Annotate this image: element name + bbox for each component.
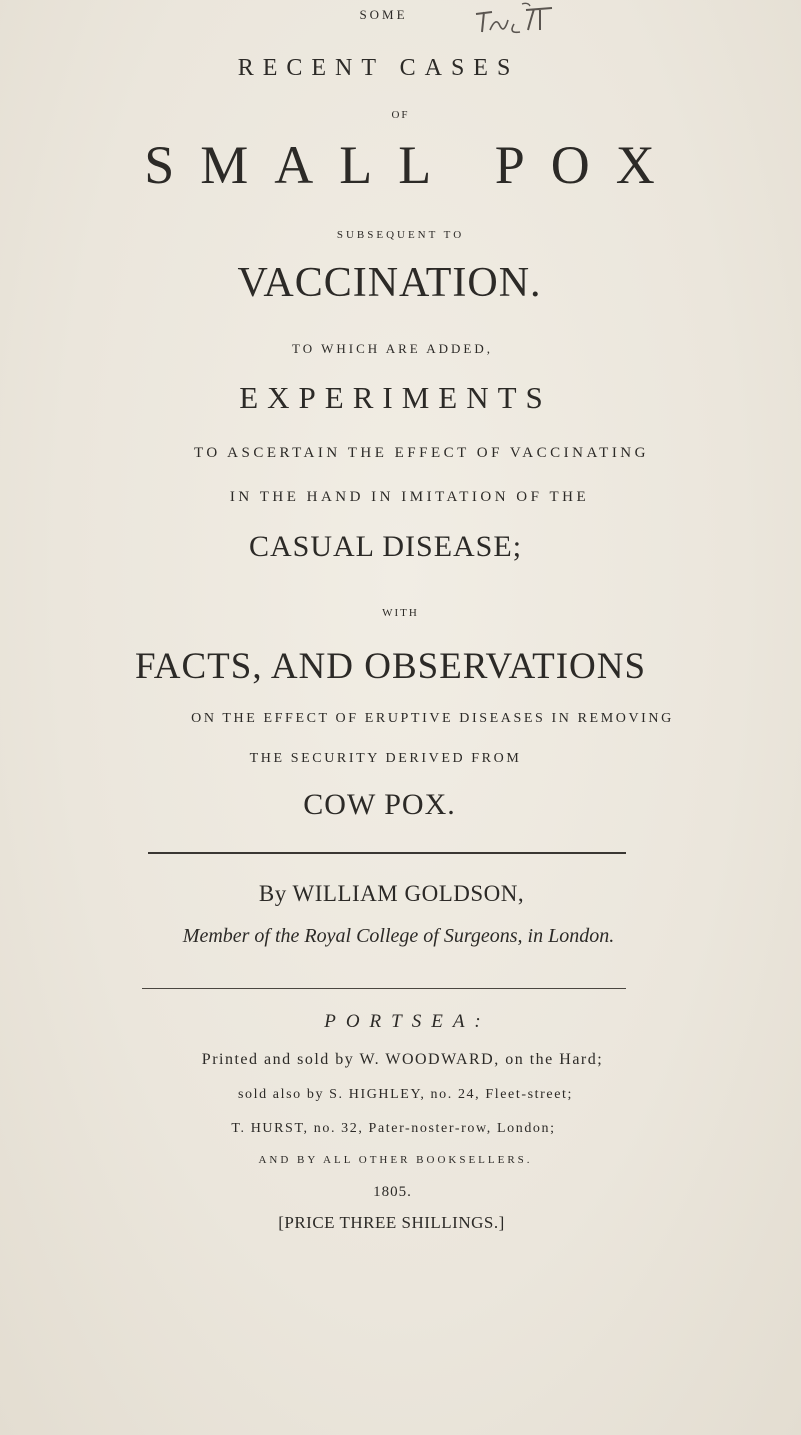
member-line: Member of the Royal College of Surgeons, in London. <box>182 925 615 947</box>
casual-disease-title: CASUAL DISEASE; <box>248 530 523 563</box>
printed-by-line: Printed and sold by W. WOODWARD, on the Hard; <box>201 1051 604 1068</box>
eruptive-diseases-line: ON THE EFFECT OF ERUPTIVE DISEASES IN REMOVING <box>191 711 674 726</box>
facts-observations-text: FACTS, AND OBSERVATIONS <box>134 646 647 687</box>
experiments-title: EXPERIMENTS <box>239 380 552 415</box>
small-pox-title: SMALL POX <box>144 135 681 195</box>
place-line: PORTSEA: <box>324 1011 491 1032</box>
some-line: SOME <box>359 7 408 22</box>
cow-pox-title: COW POX. <box>303 788 456 821</box>
security-derived-line: THE SECURITY DERIVED FROM <box>249 751 522 766</box>
hurst-line: T. HURST, no. 32, Pater-noster-row, London; <box>231 1121 556 1136</box>
booksellers-line: AND BY ALL OTHER BOOKSELLERS. <box>258 1154 533 1166</box>
subsequent-to-line: SUBSEQUENT TO <box>336 229 465 241</box>
recent-cases-line: RECENT CASES <box>237 55 520 81</box>
to-which-added-line: TO WHICH ARE ADDED, <box>292 341 493 356</box>
year-line: 1805. <box>373 1184 412 1200</box>
with-line: WITH <box>382 607 419 619</box>
lower-rule <box>142 988 626 989</box>
upper-rule <box>148 852 626 854</box>
vaccination-title: VACCINATION. <box>237 260 542 306</box>
hand-imitation-line: IN THE HAND IN IMITATION OF THE <box>229 489 590 505</box>
sold-also-line: sold also by S. HIGHLEY, no. 24, Fleet-street; <box>237 1087 574 1102</box>
of-line: OF <box>391 109 410 121</box>
author-line: By WILLIAM GOLDSON, <box>258 881 525 906</box>
ascertain-line: TO ASCERTAIN THE EFFECT OF VACCINATING <box>194 445 649 461</box>
price-line: [PRICE THREE SHILLINGS.] <box>278 1213 505 1232</box>
facts-observations-title <box>0 648 801 685</box>
